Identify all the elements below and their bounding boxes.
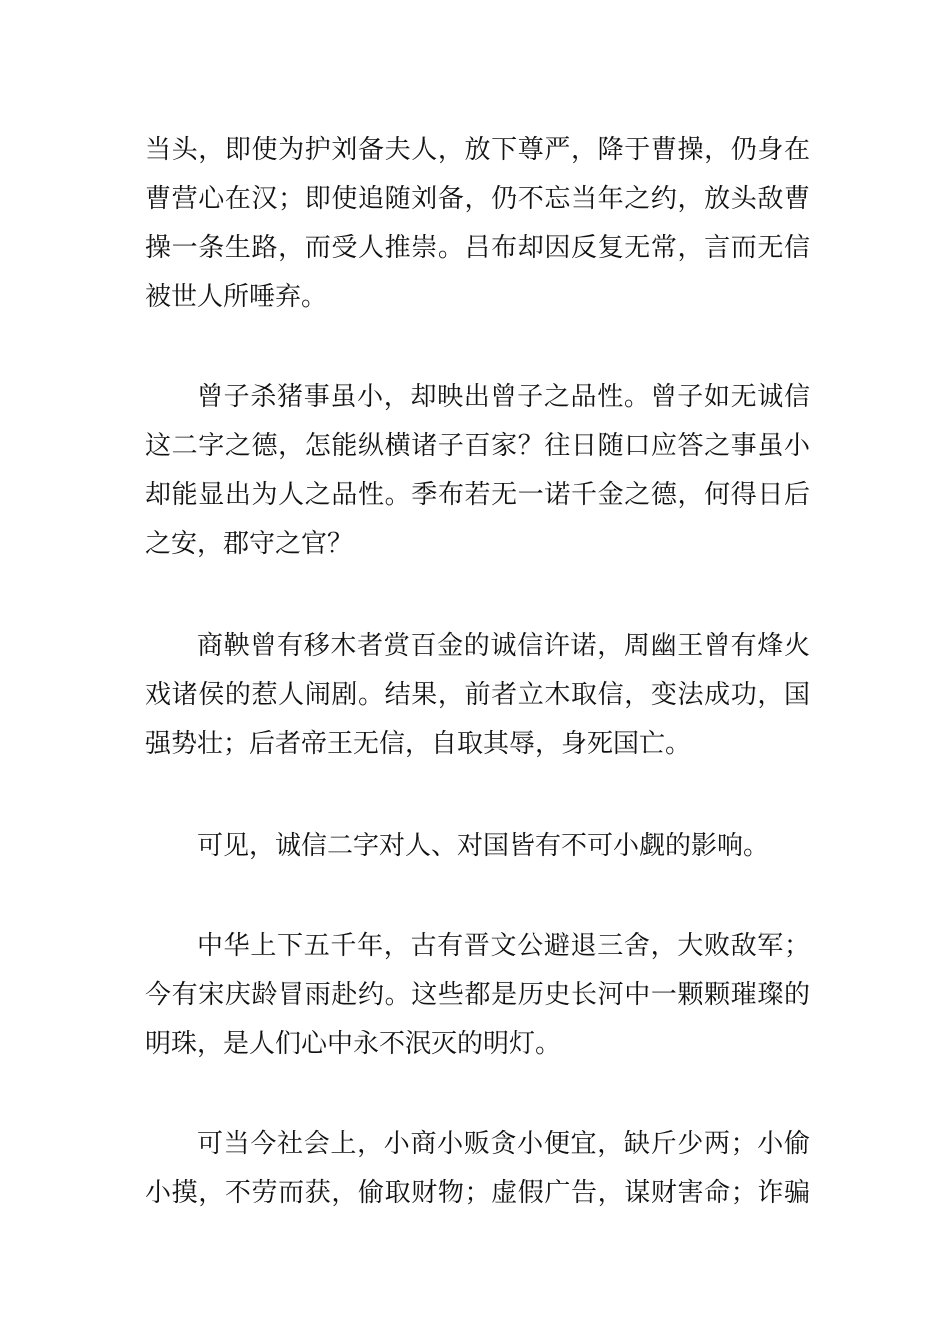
paragraph-line: 曾子杀猪事虽小，却映出曾子之品性。曾子如无诚信 (197, 382, 810, 412)
paragraph-line: 被世人所唾弃。 (145, 282, 328, 312)
paragraph-line: 今有宋庆龄冒雨赴约。这些都是历史长河中一颗颗璀璨的 (145, 980, 810, 1010)
paragraph-line: 中华上下五千年，古有晋文公避退三舍，大败敌军； (197, 931, 810, 961)
paragraph-1 (145, 126, 810, 322)
paragraph-line: 这二字之德，怎能纵横诸子百家？往日随口应答之事虽小 (145, 431, 810, 461)
paragraph-line: 商鞅曾有移木者赏百金的诚信许诺，周幽王曾有烽火 (197, 631, 810, 661)
paragraph-line: 当头，即使为护刘备夫人，放下尊严，降于曹操，仍身在 (145, 135, 810, 165)
paragraph-line: 明珠，是人们心中永不泯灭的明灯。 (145, 1029, 562, 1059)
paragraph-line: 之安，郡守之官？ (145, 529, 354, 559)
paragraph-2 (145, 373, 810, 569)
paragraph-line: 曹营心在汉；即使追随刘备，仍不忘当年之约，放头敌曹 (145, 184, 810, 214)
paragraph-5 (145, 922, 810, 1069)
paragraph-line: 操一条生路，而受人推崇。吕布却因反复无常，言而无信 (145, 233, 810, 263)
paragraph-line: 小摸，不劳而获，偷取财物；虚假广告，谋财害命；诈骗 (145, 1178, 810, 1208)
paragraph-line: 可当今社会上，小商小贩贪小便宜，缺斤少两；小偷 (197, 1129, 810, 1159)
paragraph-6 (145, 1120, 810, 1218)
paragraph-3 (145, 622, 810, 769)
paragraph-line: 却能显出为人之品性。季布若无一诺千金之德，何得日后 (145, 480, 810, 510)
paragraph-line: 可见，诚信二字对人、对国皆有不可小觑的影响。 (197, 831, 770, 861)
paragraph-line: 强势壮；后者帝王无信，自取其辱，身死国亡。 (145, 729, 692, 759)
paragraph-4 (145, 822, 810, 871)
paragraph-line: 戏诸侯的惹人闹剧。结果，前者立木取信，变法成功，国 (145, 680, 810, 710)
